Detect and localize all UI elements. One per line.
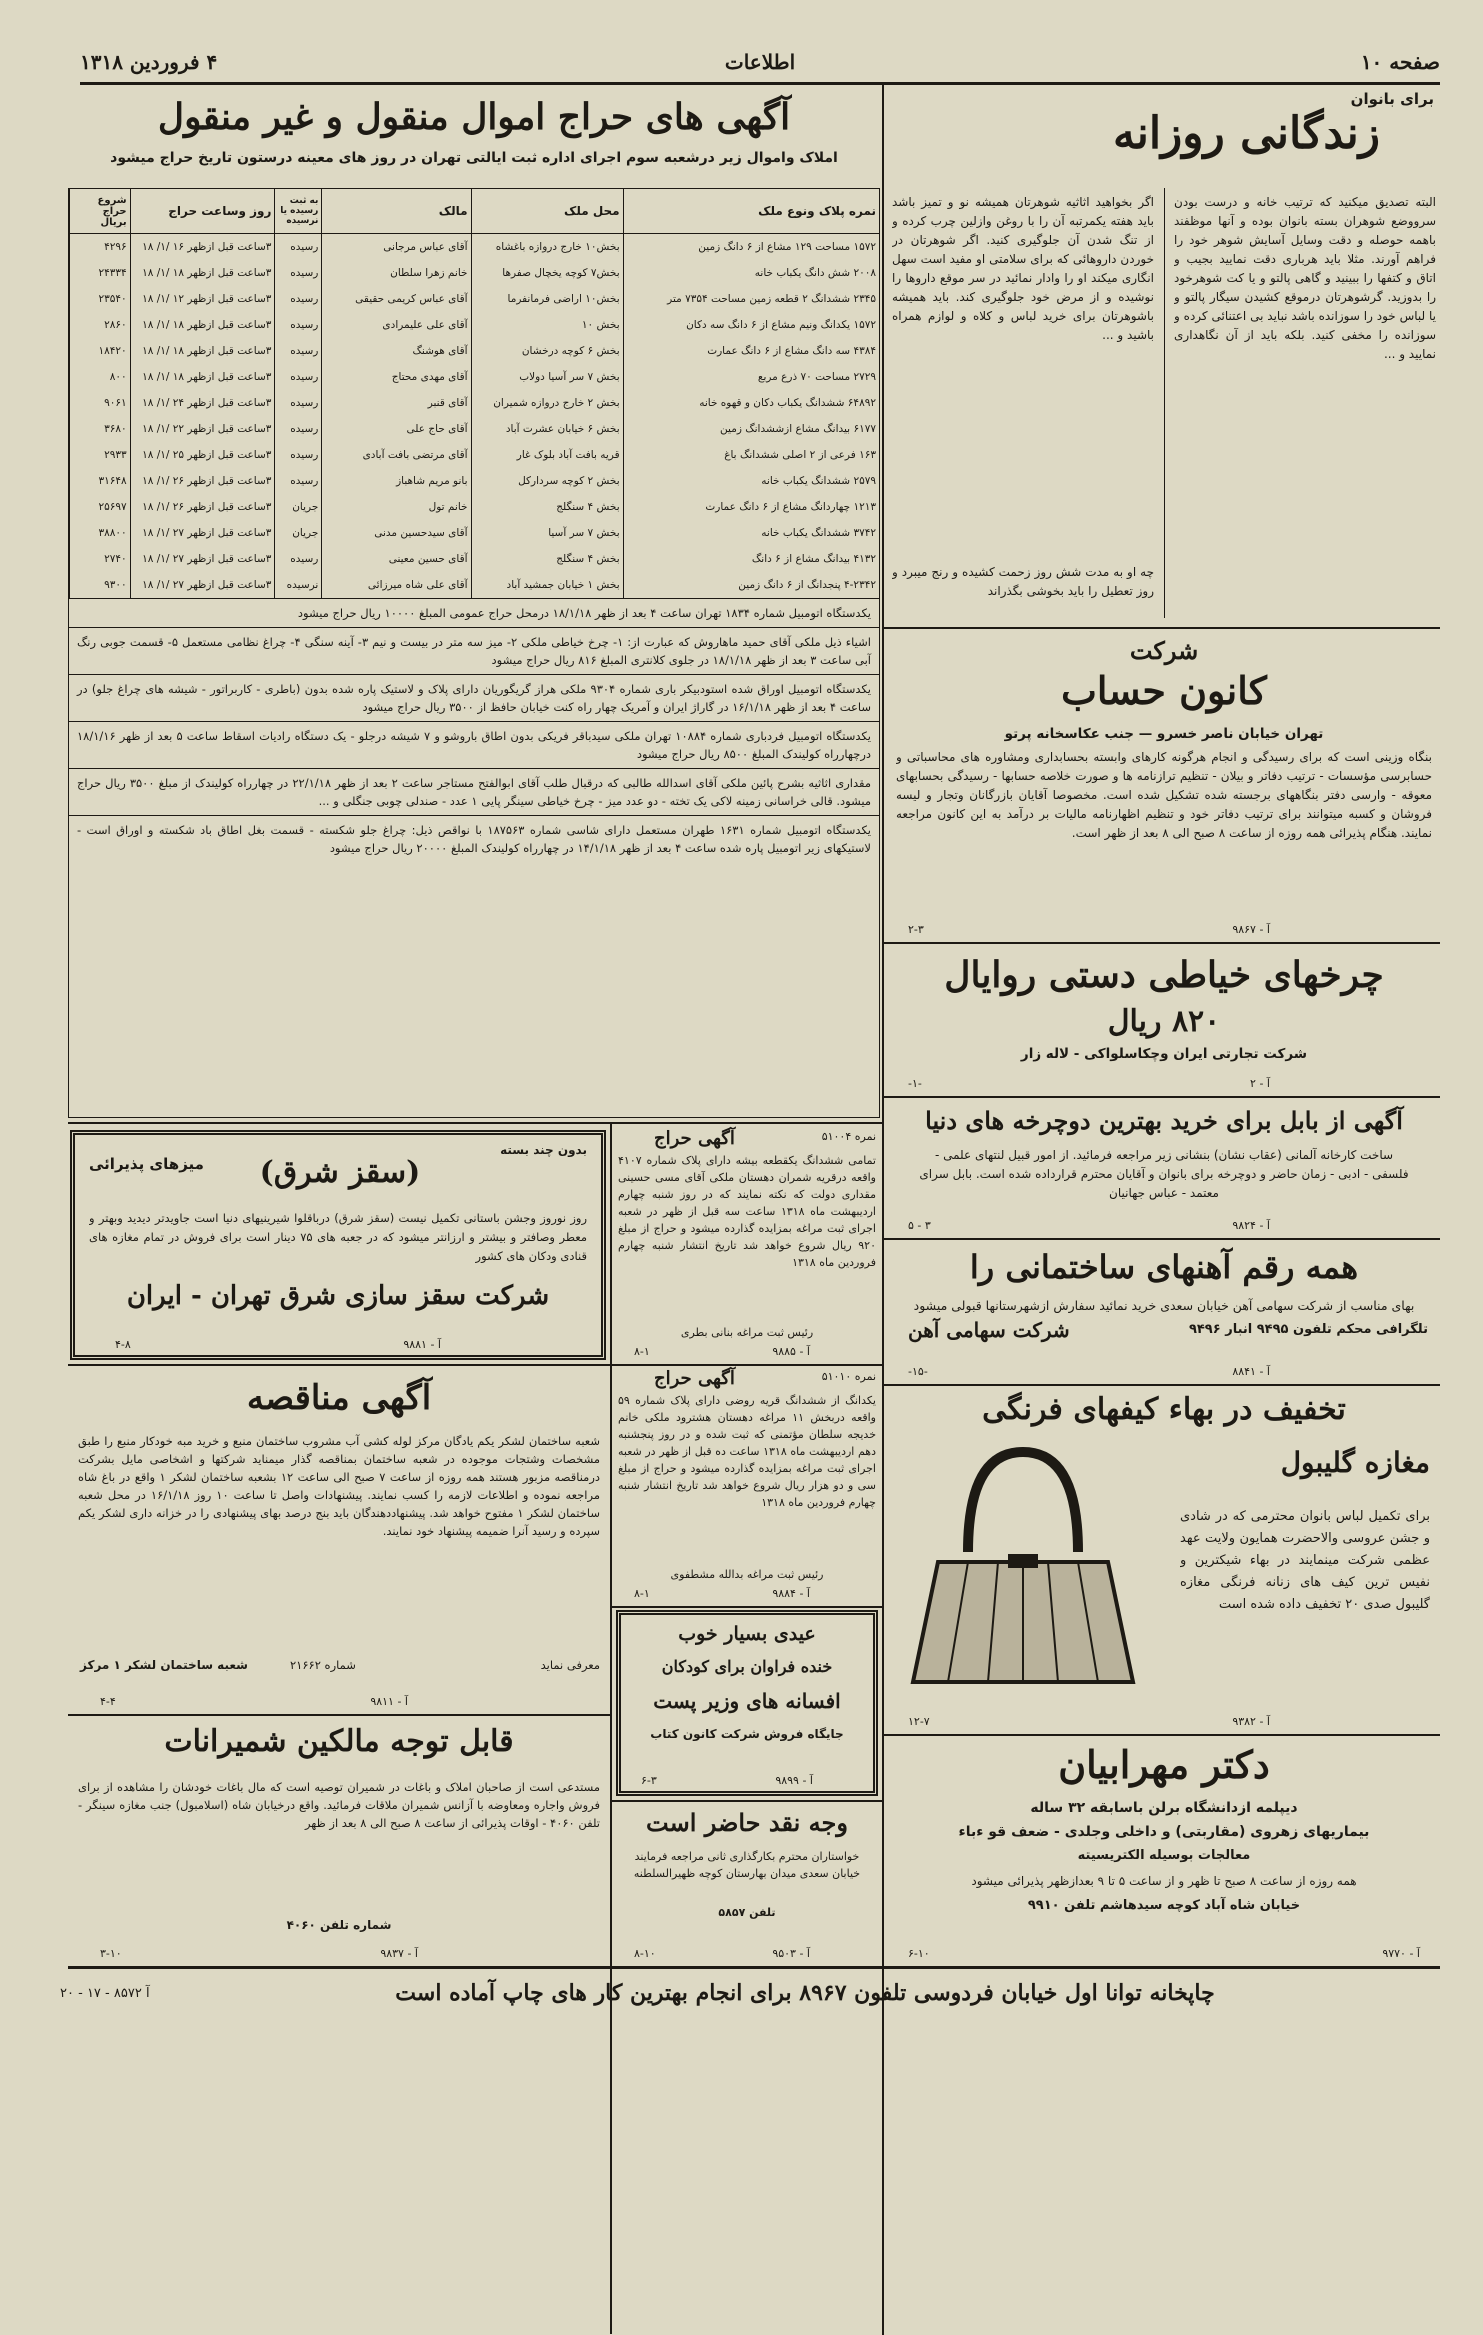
auction2-ad: [614, 1128, 880, 1362]
kanoon-hesab-ad: [888, 632, 1440, 940]
newspaper-name: اطلاعات: [724, 50, 796, 74]
auction-cell-price: ۲۳۵۴۰: [70, 286, 131, 312]
auction-cell-location: بخش ۲ کوچه سردارکل: [471, 468, 623, 494]
auction3-code-left: ۸-۱: [634, 1587, 650, 1600]
tender-ad: [70, 1368, 608, 1712]
auction-cell-registered: رسیده: [275, 338, 322, 364]
cash-body: خواستاران محترم بکارگذاری ثانی مراجعه فرمایند خیابان سعدی میدان بهارستان کوچه ظهیرالسلطنه: [633, 1850, 861, 1880]
auction-cell-owner: خانم زهرا سلطان: [322, 260, 471, 286]
auction-cell-date: ۳ساعت قبل ازظهر ۲۲ /۱/ ۱۸: [130, 416, 275, 442]
auction-cell-price: ۹۳۰۰: [70, 572, 131, 598]
cash-code-right: آ - ۹۵۰۳: [772, 1947, 810, 1960]
issue-date: ۴ فروردین ۱۳۱۸: [80, 50, 218, 74]
auction-row: [70, 520, 880, 546]
auction-cell-date: ۳ساعت قبل ازظهر ۱۲ /۱/ ۱۸: [130, 286, 275, 312]
shemiranat-rule-top: [68, 1714, 610, 1716]
saghez-ad: [70, 1130, 606, 1360]
auction-cell-registered: رسیده: [275, 546, 322, 572]
auction-cell-price: ۲۴۳۳۴: [70, 260, 131, 286]
auction-cell-location: بخش ۲ خارج دروازه شمیران: [471, 390, 623, 416]
auction-cell-registered: رسیده: [275, 416, 322, 442]
children-code-left: ۶-۳: [641, 1774, 657, 1787]
auction-cell-date: ۳ساعت قبل ازظهر ۱۸ /۱/ ۱۸: [130, 364, 275, 390]
auction-cell-registered: رسیده: [275, 442, 322, 468]
shemiranat-code-right: آ - ۹۸۳۷: [380, 1947, 418, 1960]
iron-code-left: -۱۵-: [908, 1365, 928, 1378]
doctor-code-right: آ - ۹۷۷۰: [1382, 1947, 1420, 1960]
auction-note: مقداری اثاثیه بشرح پائین ملکی آقای اسدالله طالبی که درقبال طلب آقای ابوالفتح مستاجر ساعت ۲ بعد از ظهر ۲۲/۱/۱۸ در چهارراه کولیندک از مبلغ ۳۵۰۰ ریال حراج میشود. قالی خراسانی زمینه لاکی یک تخته - دو عدد میز - چرخ خیاطی سینگر پایی ۱ عدد - صندلی چوبی جنگلی و ...: [69, 768, 879, 815]
auction-cell-owner: آقای حاج علی: [322, 416, 471, 442]
auction-row: [70, 416, 880, 442]
auction3-title: آگهی حراج: [654, 1368, 735, 1389]
auction-cell-location: بخش ۱ خیابان جمشید آباد: [471, 572, 623, 598]
cash-rule-top: [612, 1800, 882, 1802]
auction-cell-location: بخش ۴ سنگلج: [471, 494, 623, 520]
col-plate-header: نمره پلاک ونوع ملک: [623, 189, 879, 234]
auction-cell-location: بخش۱۰ اراضی فرمانفرما: [471, 286, 623, 312]
auction-cell-owner: آقای حسین معینی: [322, 546, 471, 572]
auction-cell-plate: ۲۷۲۹ مساحت ۷۰ ذرع مربع: [623, 364, 879, 390]
sewing-price: ۸۲۰ ریال: [1107, 1004, 1221, 1039]
iron-phones: تلگرافی محکم تلفون ۹۴۹۵ انبار ۹۴۹۶: [1188, 1322, 1428, 1337]
iron-rule-top: [884, 1238, 1440, 1240]
auction-row: [70, 312, 880, 338]
auction-section: [68, 88, 880, 1118]
auction-cell-location: بخش ۷ سر آسیا: [471, 520, 623, 546]
women-column-right: البته تصدیق میکنید که ترتیب خانه و درست بودن سرووضع شوهران بسته بانوان بوده و آنها موظفند باهمه حوصله و دقت وسایل آسایش شوهر خود را فراهم آورند. مثلا باید هرباری دقت نمایید بجیب و اتاق و کتفها را ببینید و گاهی پالتو و یا کت شوهرخود را بدوزید. گرشوهرتان درموقع کشیدن سیگار پالتو و یا لباس خود را سوزانده باشد نباید بی اعتنائی کرده و سوزانده را مخفی کنید. بلکه باید از آن نگاهداری نمایید و ...: [1174, 195, 1436, 361]
auction3-body: یکدانگ از ششدانگ قریه روضی دارای پلاک شماره ۵۹ واقعه دربخش ۱۱ مراغه دهستان هشترود ملکی خانم خدیجه سلطان مؤتمنی که ثبت شده و در روز پنجشنبه دهم اردیبهشت ماه ۱۳۱۸ ساعت ده قبل از ظهر در شعبه اجرای ثبت مراغه بمزایده گذارده میشود و حراج از مبلغ سی و دو هزار ریال شروع خواهد شد تاریخ انتشار شنبه چهارم فروردین ماه ۱۳۱۸: [618, 1394, 876, 1509]
auction-cell-date: ۳ساعت قبل ازظهر ۱۸ /۱/ ۱۸: [130, 338, 275, 364]
auction-row: [70, 442, 880, 468]
iron-ad: [888, 1242, 1440, 1382]
auction-cell-owner: آقای مرتضی بافت آبادی: [322, 442, 471, 468]
auction2-number: نمره ۵۱۰۰۴: [821, 1130, 876, 1143]
auction-cell-owner: آقای عباس کریمی حقیقی: [322, 286, 471, 312]
kanoon-body: بنگاه وزینی است که برای رسیدگی و انجام هرگونه کارهای وابسته بحسابداری ومشاوره های محاسباتی و حسابرسی مؤسسات - ترتیب دفاتر و بیلان - تنظیم ترازنامه ها و صورت خلاصه حسابها - رسیدگی بحسابهای معوقه - وارسی دفتر بنگاههای برجسته شده تشکیل شده است. مخصوصا آقایان بازرگانان وتجار و لیسه فروشان و کسبه میتوانند برای ترتیب دفاتر خود و تنظیم اظهارنامه مالیات بر درآمد به این کانون مراجعه نمایند. هنگام پذیرائی همه روزه از ساعت ۸ صبح الی ۸ بعد از ظهر است.: [896, 750, 1432, 840]
auction-cell-price: ۹۰۶۱: [70, 390, 131, 416]
bags-ad: [888, 1388, 1440, 1732]
shemiranat-ad: [70, 1718, 608, 1964]
tender-code-right: آ - ۹۸۱۱: [370, 1695, 408, 1708]
auction3-code-right: آ - ۹۸۸۴: [772, 1587, 810, 1600]
auction-cell-plate: ۱۵۷۲ مساحت ۱۲۹ مشاع از ۶ دانگ زمین: [623, 234, 879, 261]
auction-cell-location: بخش۱۰ خارج دروازه باغشاه: [471, 234, 623, 261]
iron-title: همه رقم آهنهای ساختمانی را: [969, 1248, 1359, 1286]
children-line2: خنده فراوان برای کودکان: [661, 1657, 833, 1676]
auction-cell-date: ۳ساعت قبل ازظهر ۲۷ /۱/ ۱۸: [130, 546, 275, 572]
doctor-line4: همه روزه از ساعت ۸ صبح تا ظهر و از ساعت ۵ تا ۹ بعدازظهر پذیرائی میشود: [971, 1874, 1357, 1888]
auction-cell-plate: ۱۲۱۳ چهاردانگ مشاع از ۶ دانگ عمارت: [623, 494, 879, 520]
kanoon-rule-top: [884, 627, 1440, 629]
bicycle-rule-top: [884, 1096, 1440, 1098]
left-right-divider: [882, 625, 884, 2335]
children-line4: جایگاه فروش شرکت کانون کتاب: [650, 1727, 844, 1741]
bags-code-left: ۱۲-۷: [908, 1715, 930, 1728]
bicycle-body: ساخت کارخانه آلمانی (عقاب نشان) بنشانی زیر مراجعه فرمائید. از امور قبیل لنتهای علمی - فلسفی - ادبی - زمان حاضر و دوچرخه برای بانوان و آقایان محترم قرارداده شده است. بابل سرای معتمد - عباس جهانیان: [919, 1148, 1409, 1200]
shemiranat-title: قابل توجه مالکین شمیرانات: [164, 1724, 514, 1759]
sewing-ad: [888, 946, 1440, 1094]
cash-phone: تلفن ۵۸۵۷: [718, 1906, 776, 1919]
auction-cell-location: بخش ۶ خیابان عشرت آباد: [471, 416, 623, 442]
tender-body: شعبه ساختمان لشکر یکم یادگان مرکز لوله کشی آب مشروب ساختمان منبع و خرید مبه خودکار منبع را طبق مشخصات وشتجات موجوده در شعبه ساختمان بمناقصه گذار میمناید شرکتها و اشخاصی مایل بشرکت درمناقصه مزبور هستند همه روزه از ساعت ۷ صبح الی ساعت ۱۲ بشعبه ساختمان لشکر ۱ واقع در باغ شاه مراجعه نموده و اطلاعات لازمه را کسب نمایند. پیشنهادات واصل تا ساعت ۱۰ روز ۱۶/۱/۱۸ در محل شعبه ساختمان لشکر ۱ مفتوح خواهد شد. پیشنهاددهندگان باید بنج درصد بهای پیشنهادی را در خزانه داری لشکر یکم سپرده و رسید آنرا ضمیمه پیشنهاد خود نمایند.: [78, 1434, 600, 1538]
tender-sign-right: معرفی نماید: [540, 1658, 600, 1672]
handbag-illustration: [898, 1432, 1148, 1702]
cash-title: وجه نقد حاضر است: [646, 1808, 848, 1837]
col-registered-header: به ثبت رسیده یا نرسیده: [275, 189, 322, 234]
iron-body: بهای مناسب از شرکت سهامی آهن خیابان سعدی خرید نمائید سفارش ازشهرستانها قبولی میشود: [913, 1298, 1415, 1313]
sewing-company: شرکت تجارتی ایران وچکاسلواکی - لاله زار: [1020, 1046, 1308, 1062]
auction-cell-owner: آقای علی علیمرادی: [322, 312, 471, 338]
top-column-divider: [882, 85, 884, 625]
auction-cell-owner: آقای مهدی محتاج: [322, 364, 471, 390]
auction-cell-date: ۳ساعت قبل ازظهر ۲۵ /۱/ ۱۸: [130, 442, 275, 468]
page-header: [80, 44, 1440, 84]
auction3-rule-top: [612, 1364, 882, 1366]
tender-sign-left: شعبه ساختمان لشکر ۱ مرکز: [80, 1658, 248, 1672]
doctor-ad: [888, 1738, 1440, 1964]
auction-cell-date: ۳ساعت قبل ازظهر ۱۶ /۱/ ۱۸: [130, 234, 275, 261]
sewing-rule-top: [884, 942, 1440, 944]
auction-note: اشیاء ذیل ملکی آقای حمید ماهاروش که عبارت از: ۱- چرخ خیاطی ملکی ۲- میز سه متر در بیست و نیم ۳- آینه سنگی ۴- چراغ نظامی مستعمل ۵- قسمت جوبی رنگ آبی ساعت ۳ بعد از ظهر ۱۸/۱/۱۸ در جلوی کلانتری المبلغ ۸۱۶ ریال حراج میشود: [69, 627, 879, 674]
auction-cell-plate: ۳۷۴۲ ششدانگ یکباب خانه: [623, 520, 879, 546]
auction-row: [70, 286, 880, 312]
kanoon-code-right: آ - ۹۸۶۷: [1232, 923, 1270, 936]
auction-cell-date: ۳ساعت قبل ازظهر ۲۷ /۱/ ۱۸: [130, 572, 275, 598]
sewing-code-left: -۱-: [908, 1077, 922, 1090]
header-rule: [80, 82, 1440, 85]
col-owner-header: مالک: [322, 189, 471, 234]
auction-cell-plate: ۲۰۰۸ شش دانگ یکباب خانه: [623, 260, 879, 286]
saghez-small-label: بدون چند بسته: [500, 1143, 587, 1157]
children-line1: عیدی بسیار خوب: [678, 1623, 816, 1645]
kanoon-name: کانون حساب: [1061, 668, 1267, 713]
col-location-header: محل ملک: [471, 189, 623, 234]
auction-cell-price: ۲۹۳۳: [70, 442, 131, 468]
auction-cell-date: ۳ساعت قبل ازظهر ۲۶ /۱/ ۱۸: [130, 494, 275, 520]
auction2-body: تمامی ششدانگ یکقطعه بیشه دارای پلاک شماره ۴۱۰۷ واقعه درقریه شمران دهستان ملکی آقای مسی حسینی مقداری دولت که نکته نمایند که در روز شنبه چهارم اردیبهشت ماه ۱۳۱۸ ساعت سه قبل از ظهر در شعبه اجرای ثبت مراغه بمزایده گذارده میشود و حراج از مبلغ ۹۲۰ ریال شروع خواهد شد تاریخ انتشار شنبه چهارم فروردین ماه ۱۳۱۸: [618, 1154, 876, 1269]
auction3-signature: رئیس ثبت مراغه بدالله مشطفوی: [670, 1568, 824, 1581]
tender-code-left: ۴-۴: [100, 1695, 116, 1708]
women-column-left: اگر بخواهید اثاثیه شوهرتان همیشه نو و تمیز باشد باید هفته یکمرتبه آن را با روغن وازلین چرب کرده و از تنگ شدن آن جلوگیری کنید. اگر شوهرتان در خوردن داروهائی که برای سلامتی او مفید است سهل انگاری میکند او را وادار نمائید در سر موقع داروها را نوشیده و از مرض خود جلوگیری کند. باید همیشه باشوهرتان برای خرید لباس و کلاه و لوازم همراه باشید و ...: [892, 195, 1154, 342]
auction-row: [70, 364, 880, 390]
auction-cell-date: ۳ساعت قبل ازظهر ۱۸ /۱/ ۱۸: [130, 260, 275, 286]
auction-cell-owner: آقای علی شاه میرزائی: [322, 572, 471, 598]
auction-cell-date: ۳ساعت قبل ازظهر ۲۶ /۱/ ۱۸: [130, 468, 275, 494]
bags-code-right: آ - ۹۳۸۲: [1232, 1715, 1270, 1728]
auction-cell-date: ۳ساعت قبل ازظهر ۲۴ /۱/ ۱۸: [130, 390, 275, 416]
auction-cell-plate: ۶۱۷۷ بیدانگ مشاع ازششدانگ زمین: [623, 416, 879, 442]
doctor-title: دکتر مهرابیان: [1058, 1742, 1270, 1787]
bicycle-ad: [888, 1100, 1440, 1236]
auction-cell-price: ۱۸۴۲۰: [70, 338, 131, 364]
doctor-rule-top: [884, 1734, 1440, 1736]
saghez-tables-label: میزهای پذیرائی: [89, 1155, 204, 1173]
bicycle-code-left: ۳ - ۵: [908, 1219, 931, 1232]
auction-cell-price: ۲۵۶۹۷: [70, 494, 131, 520]
auction-cell-registered: رسیده: [275, 286, 322, 312]
saghez-company: شرکت سقز سازی شرق تهران - ایران: [126, 1281, 550, 1311]
bags-rule-top: [884, 1384, 1440, 1386]
iron-code-right: آ - ۸۸۴۱: [1232, 1365, 1270, 1378]
tender-sign-mid: شماره ۲۱۶۶۲: [290, 1658, 356, 1672]
saghez-code-right: آ - ۹۸۸۱: [403, 1338, 441, 1351]
auction-subtitle: املاک واموال زیر درشعبه سوم اجرای اداره ثبت ایالتی تهران در روز های معینه درستون تاریخ حراج میشود: [110, 150, 838, 166]
kanoon-code-left: ۲-۳: [908, 923, 924, 936]
doctor-line3: معالجات بوسیله الکتریسیته: [1077, 1848, 1251, 1863]
auction-cell-registered: رسیده: [275, 390, 322, 416]
col-price-header: شروع حراج بریال: [70, 189, 131, 234]
auction-cell-owner: آقای هوشنگ: [322, 338, 471, 364]
auction-cell-owner: آقای سیدحسین مدنی: [322, 520, 471, 546]
shemiranat-phone: شماره تلفن ۴۰۶۰: [286, 1918, 392, 1932]
mid-column-divider: [610, 1124, 612, 2334]
auction-cell-owner: خانم تول: [322, 494, 471, 520]
sewing-title: چرخهای خیاطی دستی روایال: [944, 954, 1384, 996]
auction-cell-plate: ۱۶۳ فرعی از ۲ اصلی ششدانگ باغ: [623, 442, 879, 468]
bags-body: برای تکمیل لباس بانوان محترمی که در شادی و جشن عروسی والاحضرت همایون ولایت عهد عظمی شرکت مینمایند در بهاء شیکترین و نفیس ترین کیف های زنانه فرنگی مغازه گلیبول صدی ۲۰ تخفیف داده شده است: [1180, 1509, 1430, 1612]
auction-cell-location: بخش ۶ کوچه درخشان: [471, 338, 623, 364]
auction-cell-location: قریه بافت آباد بلوک غار: [471, 442, 623, 468]
auction-cell-plate: ۲۳۴۵ ششدانگ ۲ قطعه زمین مساحت ۷۳۵۴ متر: [623, 286, 879, 312]
auction2-code-left: ۸-۱: [634, 1345, 650, 1358]
auction-table-frame: [68, 188, 880, 1118]
auction-note: یکدستگاه اتومبیل اوراق شده استودبیکر باری شماره ۹۳۰۴ ملکی هراز گریگوریان دارای پلاک و لاستیک پاره شده بدون (باطری - کاربراتور - شیشه های چراغ جلو) در ساعت ۴ بعد از ظهر ۱۶/۱/۱۸ در گاراژ ایران و آمریک چهار راه کنت خیابان حافظ از ۳۵۰۰ ریال حراج میشود: [69, 674, 879, 721]
auction-cell-plate: ۴-۲۳۴۲ پنجدانگ از ۶ دانگ زمین: [623, 572, 879, 598]
saghez-brand: (سقز شرق): [259, 1155, 421, 1190]
women-col-divider: [1164, 188, 1165, 618]
auction-cell-plate: ۶۴۸۹۲ ششدانگ یکباب دکان و قهوه خانه: [623, 390, 879, 416]
auction-cell-price: ۲۷۴۰: [70, 546, 131, 572]
auction-cell-price: ۴۲۹۶: [70, 234, 131, 261]
sewing-code-right: آ - ۲: [1250, 1077, 1270, 1090]
auction-row: [70, 260, 880, 286]
auction-cell-registered: رسیده: [275, 260, 322, 286]
auction-cell-location: بخش ۴ سنگلج: [471, 546, 623, 572]
auction3-number: نمره ۵۱۰۱۰: [821, 1370, 876, 1383]
auction-cell-owner: آقای قنبر: [322, 390, 471, 416]
cash-ad: [614, 1804, 880, 1964]
saghez-body: روز نوروز وجشن باستانی تکمیل نیست (سقز شرق) درباقلوا شیرینیهای دنیا است جاویدتر دیدید وبهتر و معطر وصافتر و بیشتر و ارزانتر میشود که در جعبه های ۷۵ دینار است برای فروش در تمام مغازه های قنادی ودکان های کشور: [89, 1211, 587, 1263]
women-title: زندگانی روزانه: [1113, 108, 1380, 159]
auction-cell-plate: ۲۵۷۹ ششدانگ یکباب خانه: [623, 468, 879, 494]
cash-code-left: ۸-۱۰: [634, 1947, 656, 1960]
auction-cell-registered: رسیده: [275, 364, 322, 390]
auction-row: [70, 546, 880, 572]
auction3-ad: [614, 1368, 880, 1604]
saghez-code-left: ۴-۸: [115, 1338, 131, 1351]
auction-row: [70, 468, 880, 494]
children-line3: افسانه های وزیر پست: [653, 1689, 841, 1713]
auction-title: آگهی های حراج اموال منقول و غیر منقول: [157, 96, 791, 138]
auction-table: [69, 189, 879, 598]
kanoon-pre: شرکت: [1129, 636, 1199, 665]
bags-title: تخفیف در بهاء کیفهای فرنگی: [982, 1392, 1346, 1427]
auction-cell-registered: رسیده: [275, 468, 322, 494]
auction-cell-owner: بانو مریم شاهباز: [322, 468, 471, 494]
bags-store: مغازه گلیبول: [1280, 1446, 1430, 1479]
women-section: [888, 88, 1440, 625]
auction-cell-registered: نرسیده: [275, 572, 322, 598]
doctor-line5: خیابان شاه آباد کوچه سیدهاشم تلفن ۹۹۱۰: [1027, 1898, 1301, 1913]
iron-company: شرکت سهامی آهن: [908, 1318, 1070, 1342]
auction-row: [70, 234, 880, 261]
auction-cell-location: بخش ۱۰: [471, 312, 623, 338]
auction-cell-location: بخش ۷ سر آسیا دولاب: [471, 364, 623, 390]
auction-cell-price: ۸۰۰: [70, 364, 131, 390]
doctor-line1: دیپلمه ازدانشگاه برلن باسابقه ۳۲ ساله: [1030, 1800, 1298, 1816]
auction-cell-plate: ۱۵۷۲ یکدانگ ونیم مشاع از ۶ دانگ سه دکان: [623, 312, 879, 338]
auction-cell-owner: آقای عباس مرجانی: [322, 234, 471, 261]
auction-cell-location: بخش۷ کوچه یخچال صفرها: [471, 260, 623, 286]
auction-cell-price: ۲۸۶۰: [70, 312, 131, 338]
doctor-code-left: ۶-۱۰: [908, 1947, 930, 1960]
auction-cell-price: ۳۱۶۴۸: [70, 468, 131, 494]
bicycle-title: آگهی از بابل برای خرید بهترین دوچرخه های دنیا: [925, 1106, 1403, 1135]
tender-title: آگهی مناقصه: [246, 1378, 432, 1418]
col-date-header: روز وساعت حراج: [130, 189, 275, 234]
auction-cell-price: ۳۶۸۰: [70, 416, 131, 442]
shemiranat-code-left: ۳-۱۰: [100, 1947, 122, 1960]
tender-rule-top: [68, 1364, 610, 1366]
left-block-rule: [68, 1122, 882, 1124]
auction-cell-registered: جریان: [275, 494, 322, 520]
women-section-label: برای بانوان: [1350, 90, 1434, 108]
auction-cell-registered: جریان: [275, 520, 322, 546]
auction2-signature: رئیس ثبت مراغه بنانی بطری: [680, 1326, 814, 1339]
auction-cell-plate: ۴۳۸۴ سه دانگ مشاع از ۶ دانگ عمارت: [623, 338, 879, 364]
shemiranat-body: مستدعی است از صاحبان املاک و باغات در شمیران توصیه است که مال باغات خودشان را مشاهده از برای فروش واجاره ومعاوضه با آزانس شمیران ملاقات فرمائید. واقع درخیابان شاه (اسلامبول) جنب مغازه سینگر - تلفن ۴۰۶۰ - اوقات پذیرائی از ساعت ۸ صبح الی ۸ بعد از ظهر: [78, 1780, 600, 1830]
children-rule-top: [612, 1606, 882, 1608]
auction-table-header-row: [70, 189, 880, 234]
auction-notes: [69, 598, 879, 862]
auction-cell-registered: رسیده: [275, 312, 322, 338]
children-book-ad: [616, 1610, 878, 1796]
children-code-right: آ - ۹۸۹۹: [775, 1774, 813, 1787]
auction-note: یکدستگاه اتومبیل فردباری شماره ۱۰۸۸۴ تهران ملکی سیدباقر فریکی بدون اطاق باروشو و ۷ شیشه درجلو - یک دستگاه رادیات اسقاط ساعت ۵ بعد از ظهر ۱۸/۱/۱۶ درچهارراه کولیندک المبلغ ۸۵۰۰ ریال حراج میشود: [69, 721, 879, 768]
auction-cell-plate: ۴۱۳۲ بیدانگ مشاع از ۶ دانگ: [623, 546, 879, 572]
auction-row: [70, 572, 880, 598]
auction-cell-registered: رسیده: [275, 234, 322, 261]
auction-cell-price: ۳۸۸۰۰: [70, 520, 131, 546]
auction2-code-right: آ - ۹۸۸۵: [772, 1345, 810, 1358]
bicycle-code-right: آ - ۹۸۲۴: [1232, 1219, 1270, 1232]
auction-note: یکدستگاه اتومبیل شماره ۱۶۳۱ طهران مستعمل دارای شاسی شماره ۱۸۷۵۶۳ با نواقص ذیل: چراغ جلو شکسته - قسمت بغل اطاق باد شکسته و اوراق است - لاستیکهای زیر اتومبیل پاره شده ساعت ۴ بعد از ظهر ۱۴/۱/۱۸ در چهارراه کولیندک المبلغ ۲۰۰۰۰ ریال حراج میشود: [69, 815, 879, 862]
auction-cell-date: ۳ساعت قبل ازظهر ۲۷ /۱/ ۱۸: [130, 520, 275, 546]
women-column-left-end: چه او به مدت شش روز زحمت کشیده و رنج میبرد و روز تعطیل را باید بخوشی بگذراند: [892, 565, 1154, 598]
footer-printing-house: چاپخانه توانا اول خیابان فردوسی تلفون ۸۹۶۷ برای انجام بهترین کار های چاپ آماده است: [395, 1980, 1215, 2006]
auction-row: [70, 494, 880, 520]
footer-rule: [68, 1966, 1440, 1969]
footer-code: آ ۸۵۷۲ - ۱۷ - ۲۰: [60, 1986, 150, 2001]
doctor-line2: بیماریهای زهروی (مقاربتی) و داخلی وجلدی - ضعف قو ءباء: [958, 1824, 1370, 1840]
kanoon-address: تهران خیابان ناصر خسرو — جنب عکاسخانه پرتو: [1004, 726, 1324, 742]
auction-row: [70, 338, 880, 364]
auction-cell-date: ۳ساعت قبل ازظهر ۱۸ /۱/ ۱۸: [130, 312, 275, 338]
auction2-title: آگهی حراج: [654, 1128, 735, 1149]
auction-note: یکدستگاه اتومبیل شماره ۱۸۳۴ تهران ساعت ۴ بعد از ظهر ۱۸/۱/۱۸ درمحل حراج عمومی المبلغ ۱۰۰۰۰ ریال حراج میشود: [69, 598, 879, 627]
auction-row: [70, 390, 880, 416]
page-number: صفحه ۱۰: [1360, 50, 1440, 74]
